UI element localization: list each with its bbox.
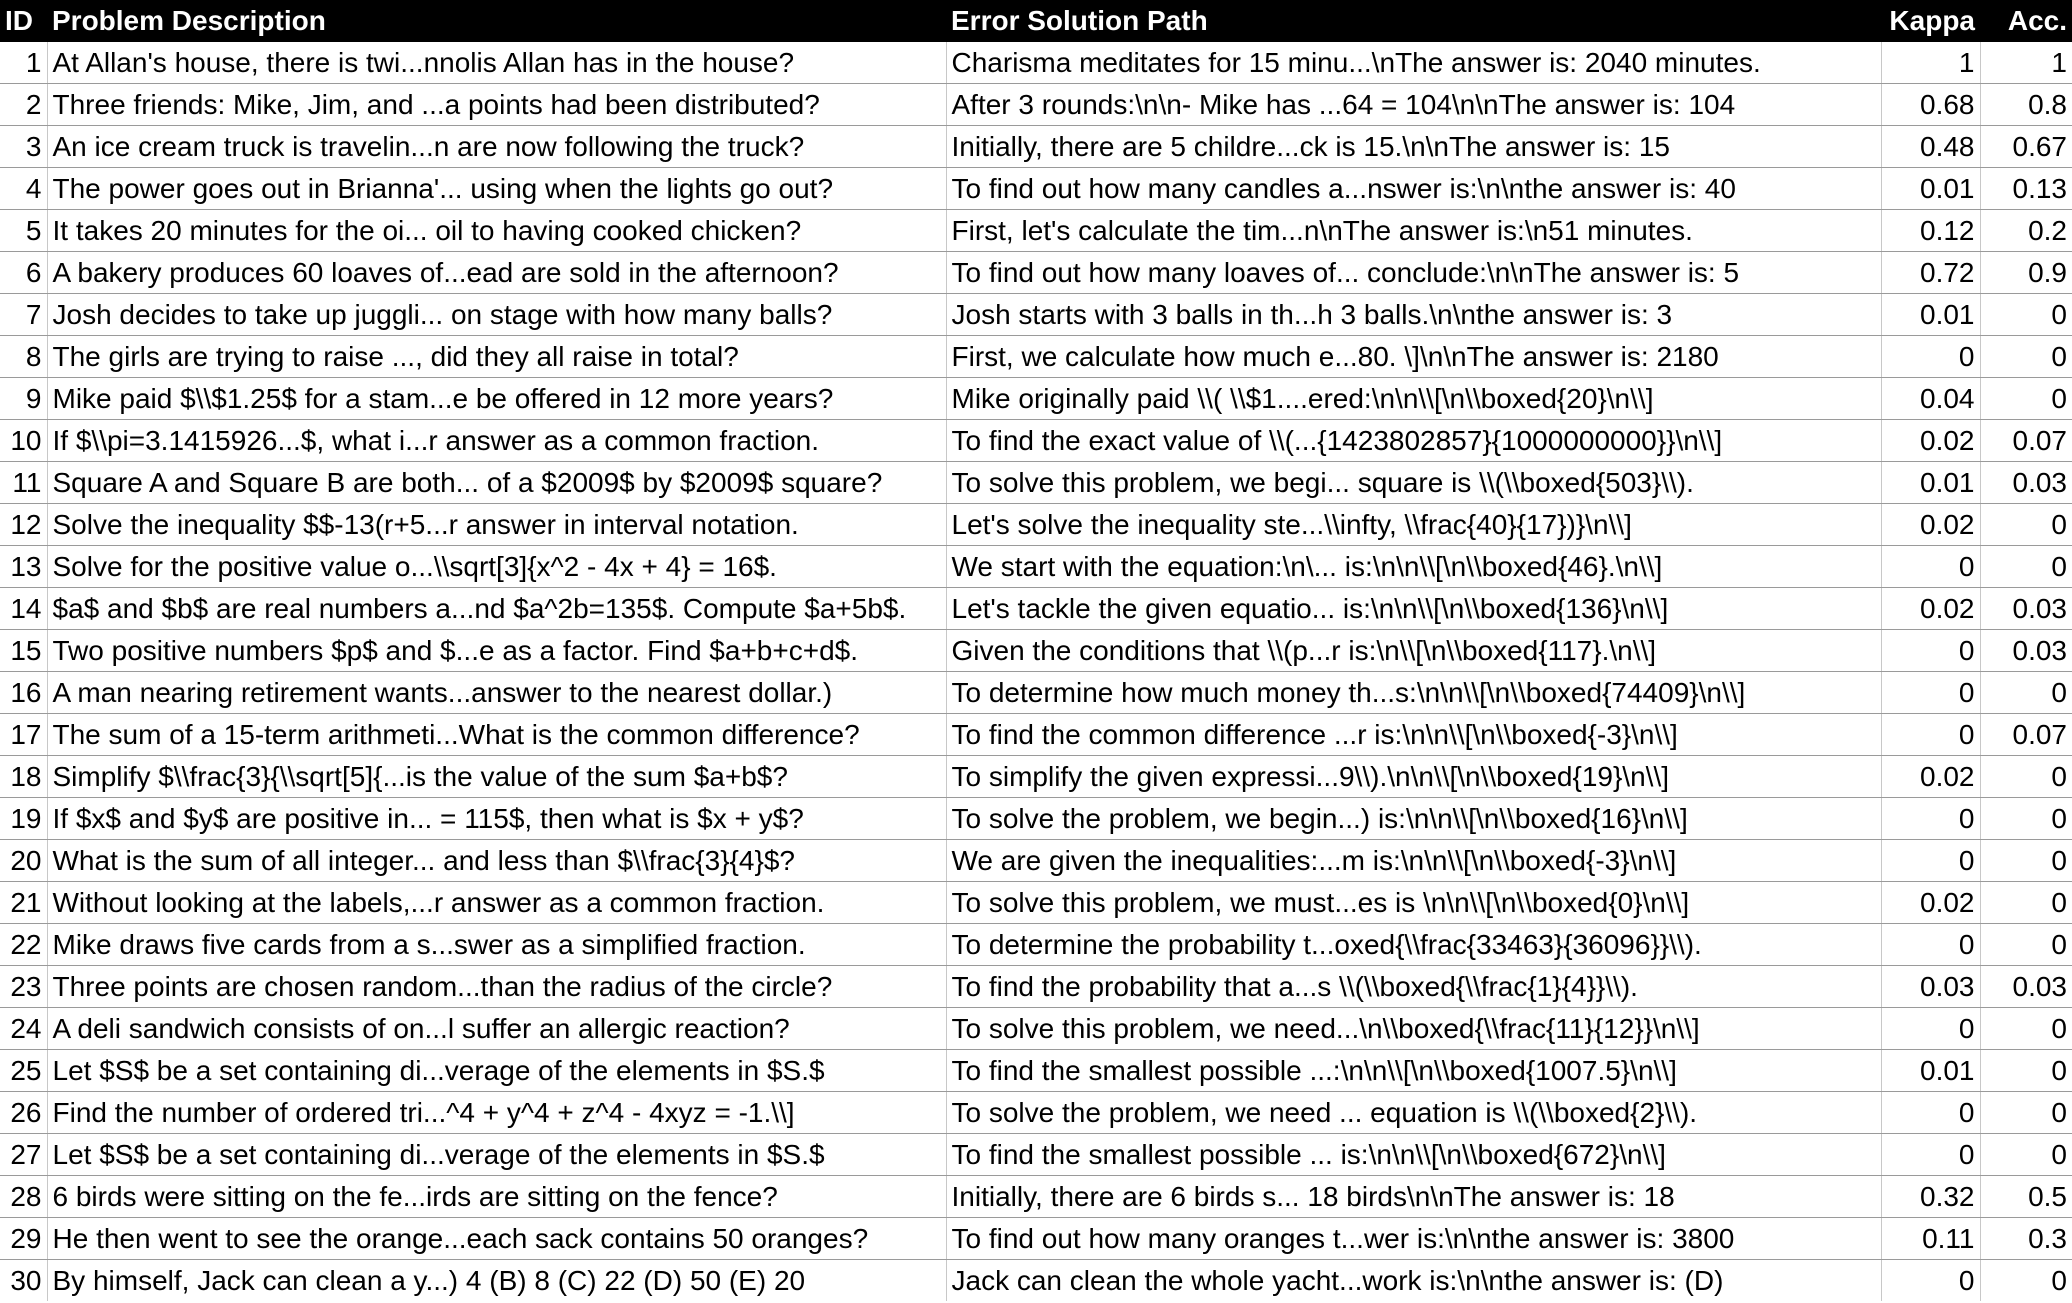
cell-id: 2 xyxy=(0,84,47,126)
cell-kappa: 0.02 xyxy=(1881,420,1980,462)
cell-problem-description: Square A and Square B are both... of a $2009$ by $2009$ square? xyxy=(47,462,946,504)
table-body xyxy=(0,42,2072,1301)
cell-problem-description: Simplify $\\frac{3}{\\sqrt[5]{...is the value of the sum $a+b$? xyxy=(47,756,946,798)
cell-accuracy: 0 xyxy=(1980,1008,2072,1050)
cell-problem-description: It takes 20 minutes for the oi... oil to having cooked chicken? xyxy=(47,210,946,252)
cell-kappa: 0.01 xyxy=(1881,1050,1980,1092)
cell-accuracy: 0.8 xyxy=(1980,84,2072,126)
cell-id: 26 xyxy=(0,1092,47,1134)
cell-id: 1 xyxy=(0,42,47,84)
cell-id: 10 xyxy=(0,420,47,462)
cell-error-solution-path: Charisma meditates for 15 minu...\nThe answer is: 2040 minutes. xyxy=(946,42,1881,84)
cell-id: 14 xyxy=(0,588,47,630)
cell-id: 23 xyxy=(0,966,47,1008)
cell-accuracy: 0 xyxy=(1980,1050,2072,1092)
cell-problem-description: A deli sandwich consists of on...l suffer an allergic reaction? xyxy=(47,1008,946,1050)
table-row xyxy=(0,420,2072,462)
table-row xyxy=(0,462,2072,504)
cell-accuracy: 0.9 xyxy=(1980,252,2072,294)
cell-accuracy: 0.13 xyxy=(1980,168,2072,210)
cell-accuracy: 0 xyxy=(1980,672,2072,714)
table-row xyxy=(0,1176,2072,1218)
cell-id: 29 xyxy=(0,1218,47,1260)
table-row xyxy=(0,1218,2072,1260)
cell-kappa: 0 xyxy=(1881,546,1980,588)
cell-accuracy: 0 xyxy=(1980,840,2072,882)
cell-id: 20 xyxy=(0,840,47,882)
cell-accuracy: 0.3 xyxy=(1980,1218,2072,1260)
cell-error-solution-path: To find the smallest possible ...:\n\n\\[\n\\boxed{1007.5}\n\\] xyxy=(946,1050,1881,1092)
cell-error-solution-path: Josh starts with 3 balls in th...h 3 balls.\n\nthe answer is: 3 xyxy=(946,294,1881,336)
cell-error-solution-path: To find the smallest possible ... is:\n\n\\[\n\\boxed{672}\n\\] xyxy=(946,1134,1881,1176)
cell-problem-description: Josh decides to take up juggli... on stage with how many balls? xyxy=(47,294,946,336)
header-problem-description: Problem Description xyxy=(47,0,946,42)
header-id: ID xyxy=(0,0,47,42)
table-row xyxy=(0,672,2072,714)
cell-error-solution-path: To solve the problem, we begin...) is:\n\n\\[\n\\boxed{16}\n\\] xyxy=(946,798,1881,840)
cell-accuracy: 0.03 xyxy=(1980,462,2072,504)
cell-error-solution-path: Let's solve the inequality ste...\\infty, \\frac{40}{17})}\n\\] xyxy=(946,504,1881,546)
cell-id: 16 xyxy=(0,672,47,714)
cell-kappa: 0.11 xyxy=(1881,1218,1980,1260)
cell-error-solution-path: We start with the equation:\n\... is:\n\n\\[\n\\boxed{46}.\n\\] xyxy=(946,546,1881,588)
cell-error-solution-path: Given the conditions that \\(p...r is:\n\\[\n\\boxed{117}.\n\\] xyxy=(946,630,1881,672)
cell-problem-description: The girls are trying to raise ..., did they all raise in total? xyxy=(47,336,946,378)
cell-error-solution-path: We are given the inequalities:...m is:\n\n\\[\n\\boxed{-3}\n\\] xyxy=(946,840,1881,882)
cell-problem-description: Solve the inequality $$-13(r+5...r answer in interval notation. xyxy=(47,504,946,546)
table-row xyxy=(0,1260,2072,1302)
cell-id: 5 xyxy=(0,210,47,252)
cell-problem-description: Let $S$ be a set containing di...verage of the elements in $S.$ xyxy=(47,1134,946,1176)
header-kappa: Kappa xyxy=(1881,0,1980,42)
cell-id: 12 xyxy=(0,504,47,546)
cell-problem-description: Without looking at the labels,...r answer as a common fraction. xyxy=(47,882,946,924)
table-row xyxy=(0,336,2072,378)
cell-kappa: 0.01 xyxy=(1881,462,1980,504)
cell-id: 17 xyxy=(0,714,47,756)
cell-error-solution-path: Mike originally paid \\( \\$1....ered:\n\n\\[\n\\boxed{20}\n\\] xyxy=(946,378,1881,420)
cell-kappa: 0 xyxy=(1881,1092,1980,1134)
table-row xyxy=(0,840,2072,882)
table-row xyxy=(0,378,2072,420)
cell-id: 27 xyxy=(0,1134,47,1176)
cell-error-solution-path: To find out how many loaves of... conclude:\n\nThe answer is: 5 xyxy=(946,252,1881,294)
cell-accuracy: 0 xyxy=(1980,504,2072,546)
cell-id: 7 xyxy=(0,294,47,336)
cell-error-solution-path: To find the common difference ...r is:\n\n\\[\n\\boxed{-3}\n\\] xyxy=(946,714,1881,756)
cell-error-solution-path: To find the probability that a...s \\(\\boxed{\\frac{1}{4}}\\). xyxy=(946,966,1881,1008)
table-row xyxy=(0,1008,2072,1050)
cell-problem-description: Mike paid $\\$1.25$ for a stam...e be offered in 12 more years? xyxy=(47,378,946,420)
cell-problem-description: If $\\pi=3.1415926...$, what i...r answer as a common fraction. xyxy=(47,420,946,462)
cell-accuracy: 0.07 xyxy=(1980,420,2072,462)
cell-accuracy: 0.03 xyxy=(1980,966,2072,1008)
cell-kappa: 1 xyxy=(1881,42,1980,84)
table-row xyxy=(0,126,2072,168)
cell-error-solution-path: First, we calculate how much e...80. \]\n\nThe answer is: 2180 xyxy=(946,336,1881,378)
cell-kappa: 0.02 xyxy=(1881,882,1980,924)
table-row xyxy=(0,252,2072,294)
cell-kappa: 0.68 xyxy=(1881,84,1980,126)
cell-problem-description: Find the number of ordered tri...^4 + y^4 + z^4 - 4xyz = -1.\\] xyxy=(47,1092,946,1134)
cell-accuracy: 0 xyxy=(1980,378,2072,420)
table-row xyxy=(0,1134,2072,1176)
cell-id: 8 xyxy=(0,336,47,378)
table-row xyxy=(0,882,2072,924)
cell-id: 21 xyxy=(0,882,47,924)
cell-accuracy: 0 xyxy=(1980,756,2072,798)
cell-error-solution-path: First, let's calculate the tim...n\nThe answer is:\n51 minutes. xyxy=(946,210,1881,252)
cell-accuracy: 0 xyxy=(1980,294,2072,336)
cell-problem-description: Solve for the positive value o...\\sqrt[3]{x^2 - 4x + 4} = 16$. xyxy=(47,546,946,588)
table-row xyxy=(0,1050,2072,1092)
table-row xyxy=(0,630,2072,672)
cell-problem-description: What is the sum of all integer... and less than $\\frac{3}{4}$? xyxy=(47,840,946,882)
table-row xyxy=(0,798,2072,840)
cell-kappa: 0 xyxy=(1881,336,1980,378)
cell-kappa: 0 xyxy=(1881,630,1980,672)
cell-kappa: 0.02 xyxy=(1881,588,1980,630)
cell-error-solution-path: To find the exact value of \\(...{1423802857}{1000000000}}\n\\] xyxy=(946,420,1881,462)
table-row xyxy=(0,756,2072,798)
cell-id: 18 xyxy=(0,756,47,798)
cell-problem-description: Three friends: Mike, Jim, and ...a points had been distributed? xyxy=(47,84,946,126)
cell-kappa: 0.01 xyxy=(1881,294,1980,336)
cell-id: 3 xyxy=(0,126,47,168)
cell-error-solution-path: To solve this problem, we need...\n\\boxed{\\frac{11}{12}}\n\\] xyxy=(946,1008,1881,1050)
cell-kappa: 0 xyxy=(1881,798,1980,840)
cell-id: 13 xyxy=(0,546,47,588)
table-row xyxy=(0,168,2072,210)
cell-kappa: 0.02 xyxy=(1881,756,1980,798)
cell-problem-description: If $x$ and $y$ are positive in... = 115$, then what is $x + y$? xyxy=(47,798,946,840)
cell-accuracy: 0.07 xyxy=(1980,714,2072,756)
cell-kappa: 0.01 xyxy=(1881,168,1980,210)
header-error-solution-path: Error Solution Path xyxy=(946,0,1881,42)
cell-problem-description: An ice cream truck is travelin...n are now following the truck? xyxy=(47,126,946,168)
table-row xyxy=(0,588,2072,630)
cell-kappa: 0 xyxy=(1881,1008,1980,1050)
cell-problem-description: A bakery produces 60 loaves of...ead are sold in the afternoon? xyxy=(47,252,946,294)
header-accuracy: Acc. xyxy=(1980,0,2072,42)
cell-accuracy: 0 xyxy=(1980,798,2072,840)
cell-accuracy: 0 xyxy=(1980,882,2072,924)
cell-accuracy: 0.5 xyxy=(1980,1176,2072,1218)
cell-kappa: 0.48 xyxy=(1881,126,1980,168)
cell-error-solution-path: To find out how many candles a...nswer is:\n\nthe answer is: 40 xyxy=(946,168,1881,210)
cell-id: 15 xyxy=(0,630,47,672)
cell-error-solution-path: To simplify the given expressi...9\\).\n\n\\[\n\\boxed{19}\n\\] xyxy=(946,756,1881,798)
cell-error-solution-path: To solve this problem, we begi... square is \\(\\boxed{503}\\). xyxy=(946,462,1881,504)
cell-problem-description: $a$ and $b$ are real numbers a...nd $a^2b=135$. Compute $a+5b$. xyxy=(47,588,946,630)
cell-error-solution-path: After 3 rounds:\n\n- Mike has ...64 = 104\n\nThe answer is: 104 xyxy=(946,84,1881,126)
table-row xyxy=(0,1092,2072,1134)
table-row xyxy=(0,42,2072,84)
cell-id: 9 xyxy=(0,378,47,420)
cell-accuracy: 0.67 xyxy=(1980,126,2072,168)
cell-id: 11 xyxy=(0,462,47,504)
cell-id: 25 xyxy=(0,1050,47,1092)
cell-kappa: 0 xyxy=(1881,1134,1980,1176)
table-row xyxy=(0,924,2072,966)
cell-problem-description: By himself, Jack can clean a y...) 4 (B) 8 (C) 22 (D) 50 (E) 20 xyxy=(47,1260,946,1302)
cell-problem-description: The power goes out in Brianna'... using when the lights go out? xyxy=(47,168,946,210)
cell-problem-description: Two positive numbers $p$ and $...e as a factor. Find $a+b+c+d$. xyxy=(47,630,946,672)
table-row xyxy=(0,84,2072,126)
cell-accuracy: 0.03 xyxy=(1980,588,2072,630)
cell-problem-description: A man nearing retirement wants...answer to the nearest dollar.) xyxy=(47,672,946,714)
cell-accuracy: 0.2 xyxy=(1980,210,2072,252)
cell-id: 24 xyxy=(0,1008,47,1050)
cell-problem-description: Let $S$ be a set containing di...verage of the elements in $S.$ xyxy=(47,1050,946,1092)
cell-kappa: 0.12 xyxy=(1881,210,1980,252)
table-row xyxy=(0,504,2072,546)
cell-error-solution-path: Jack can clean the whole yacht...work is:\n\nthe answer is: (D) xyxy=(946,1260,1881,1302)
cell-id: 4 xyxy=(0,168,47,210)
cell-accuracy: 1 xyxy=(1980,42,2072,84)
cell-problem-description: 6 birds were sitting on the fe...irds are sitting on the fence? xyxy=(47,1176,946,1218)
cell-id: 19 xyxy=(0,798,47,840)
cell-problem-description: At Allan's house, there is twi...nnolis Allan has in the house? xyxy=(47,42,946,84)
cell-accuracy: 0 xyxy=(1980,1092,2072,1134)
cell-id: 22 xyxy=(0,924,47,966)
cell-problem-description: Mike draws five cards from a s...swer as a simplified fraction. xyxy=(47,924,946,966)
cell-accuracy: 0 xyxy=(1980,546,2072,588)
table-row xyxy=(0,210,2072,252)
cell-id: 28 xyxy=(0,1176,47,1218)
cell-accuracy: 0 xyxy=(1980,1134,2072,1176)
cell-accuracy: 0 xyxy=(1980,1260,2072,1302)
cell-problem-description: The sum of a 15-term arithmeti...What is the common difference? xyxy=(47,714,946,756)
cell-id: 6 xyxy=(0,252,47,294)
cell-accuracy: 0 xyxy=(1980,924,2072,966)
cell-kappa: 0.32 xyxy=(1881,1176,1980,1218)
table-row xyxy=(0,546,2072,588)
cell-kappa: 0 xyxy=(1881,672,1980,714)
cell-kappa: 0 xyxy=(1881,714,1980,756)
table-row xyxy=(0,294,2072,336)
cell-accuracy: 0 xyxy=(1980,336,2072,378)
cell-kappa: 0 xyxy=(1881,840,1980,882)
table-row xyxy=(0,966,2072,1008)
cell-error-solution-path: Let's tackle the given equatio... is:\n\n\\[\n\\boxed{136}\n\\] xyxy=(946,588,1881,630)
cell-accuracy: 0.03 xyxy=(1980,630,2072,672)
cell-id: 30 xyxy=(10,1264,42,1296)
cell-kappa: 0.04 xyxy=(1881,378,1980,420)
cell-error-solution-path: Initially, there are 5 childre...ck is 15.\n\nThe answer is: 15 xyxy=(946,126,1881,168)
cell-error-solution-path: To determine how much money th...s:\n\n\\[\n\\boxed{74409}\n\\] xyxy=(946,672,1881,714)
cell-kappa: 0 xyxy=(1881,924,1980,966)
cell-kappa: 0.02 xyxy=(1881,504,1980,546)
cell-problem-description: Three points are chosen random...than the radius of the circle? xyxy=(47,966,946,1008)
table-row xyxy=(0,714,2072,756)
cell-kappa: 0 xyxy=(1881,1260,1980,1302)
cell-kappa: 0.72 xyxy=(1881,252,1980,294)
cell-kappa: 0.03 xyxy=(1881,966,1980,1008)
cell-error-solution-path: To solve the problem, we need ... equation is \\(\\boxed{2}\\). xyxy=(946,1092,1881,1134)
cell-error-solution-path: To solve this problem, we must...es is \n\n\\[\n\\boxed{0}\n\\] xyxy=(946,882,1881,924)
header-row xyxy=(0,0,2072,42)
cell-error-solution-path: Initially, there are 6 birds s... 18 birds\n\nThe answer is: 18 xyxy=(946,1176,1881,1218)
cell-error-solution-path: To find out how many oranges t...wer is:\n\nthe answer is: 3800 xyxy=(946,1218,1881,1260)
cell-error-solution-path: To determine the probability t...oxed{\\frac{33463}{36096}}\\). xyxy=(946,924,1881,966)
cell-problem-description: He then went to see the orange...each sack contains 50 oranges? xyxy=(47,1218,946,1260)
